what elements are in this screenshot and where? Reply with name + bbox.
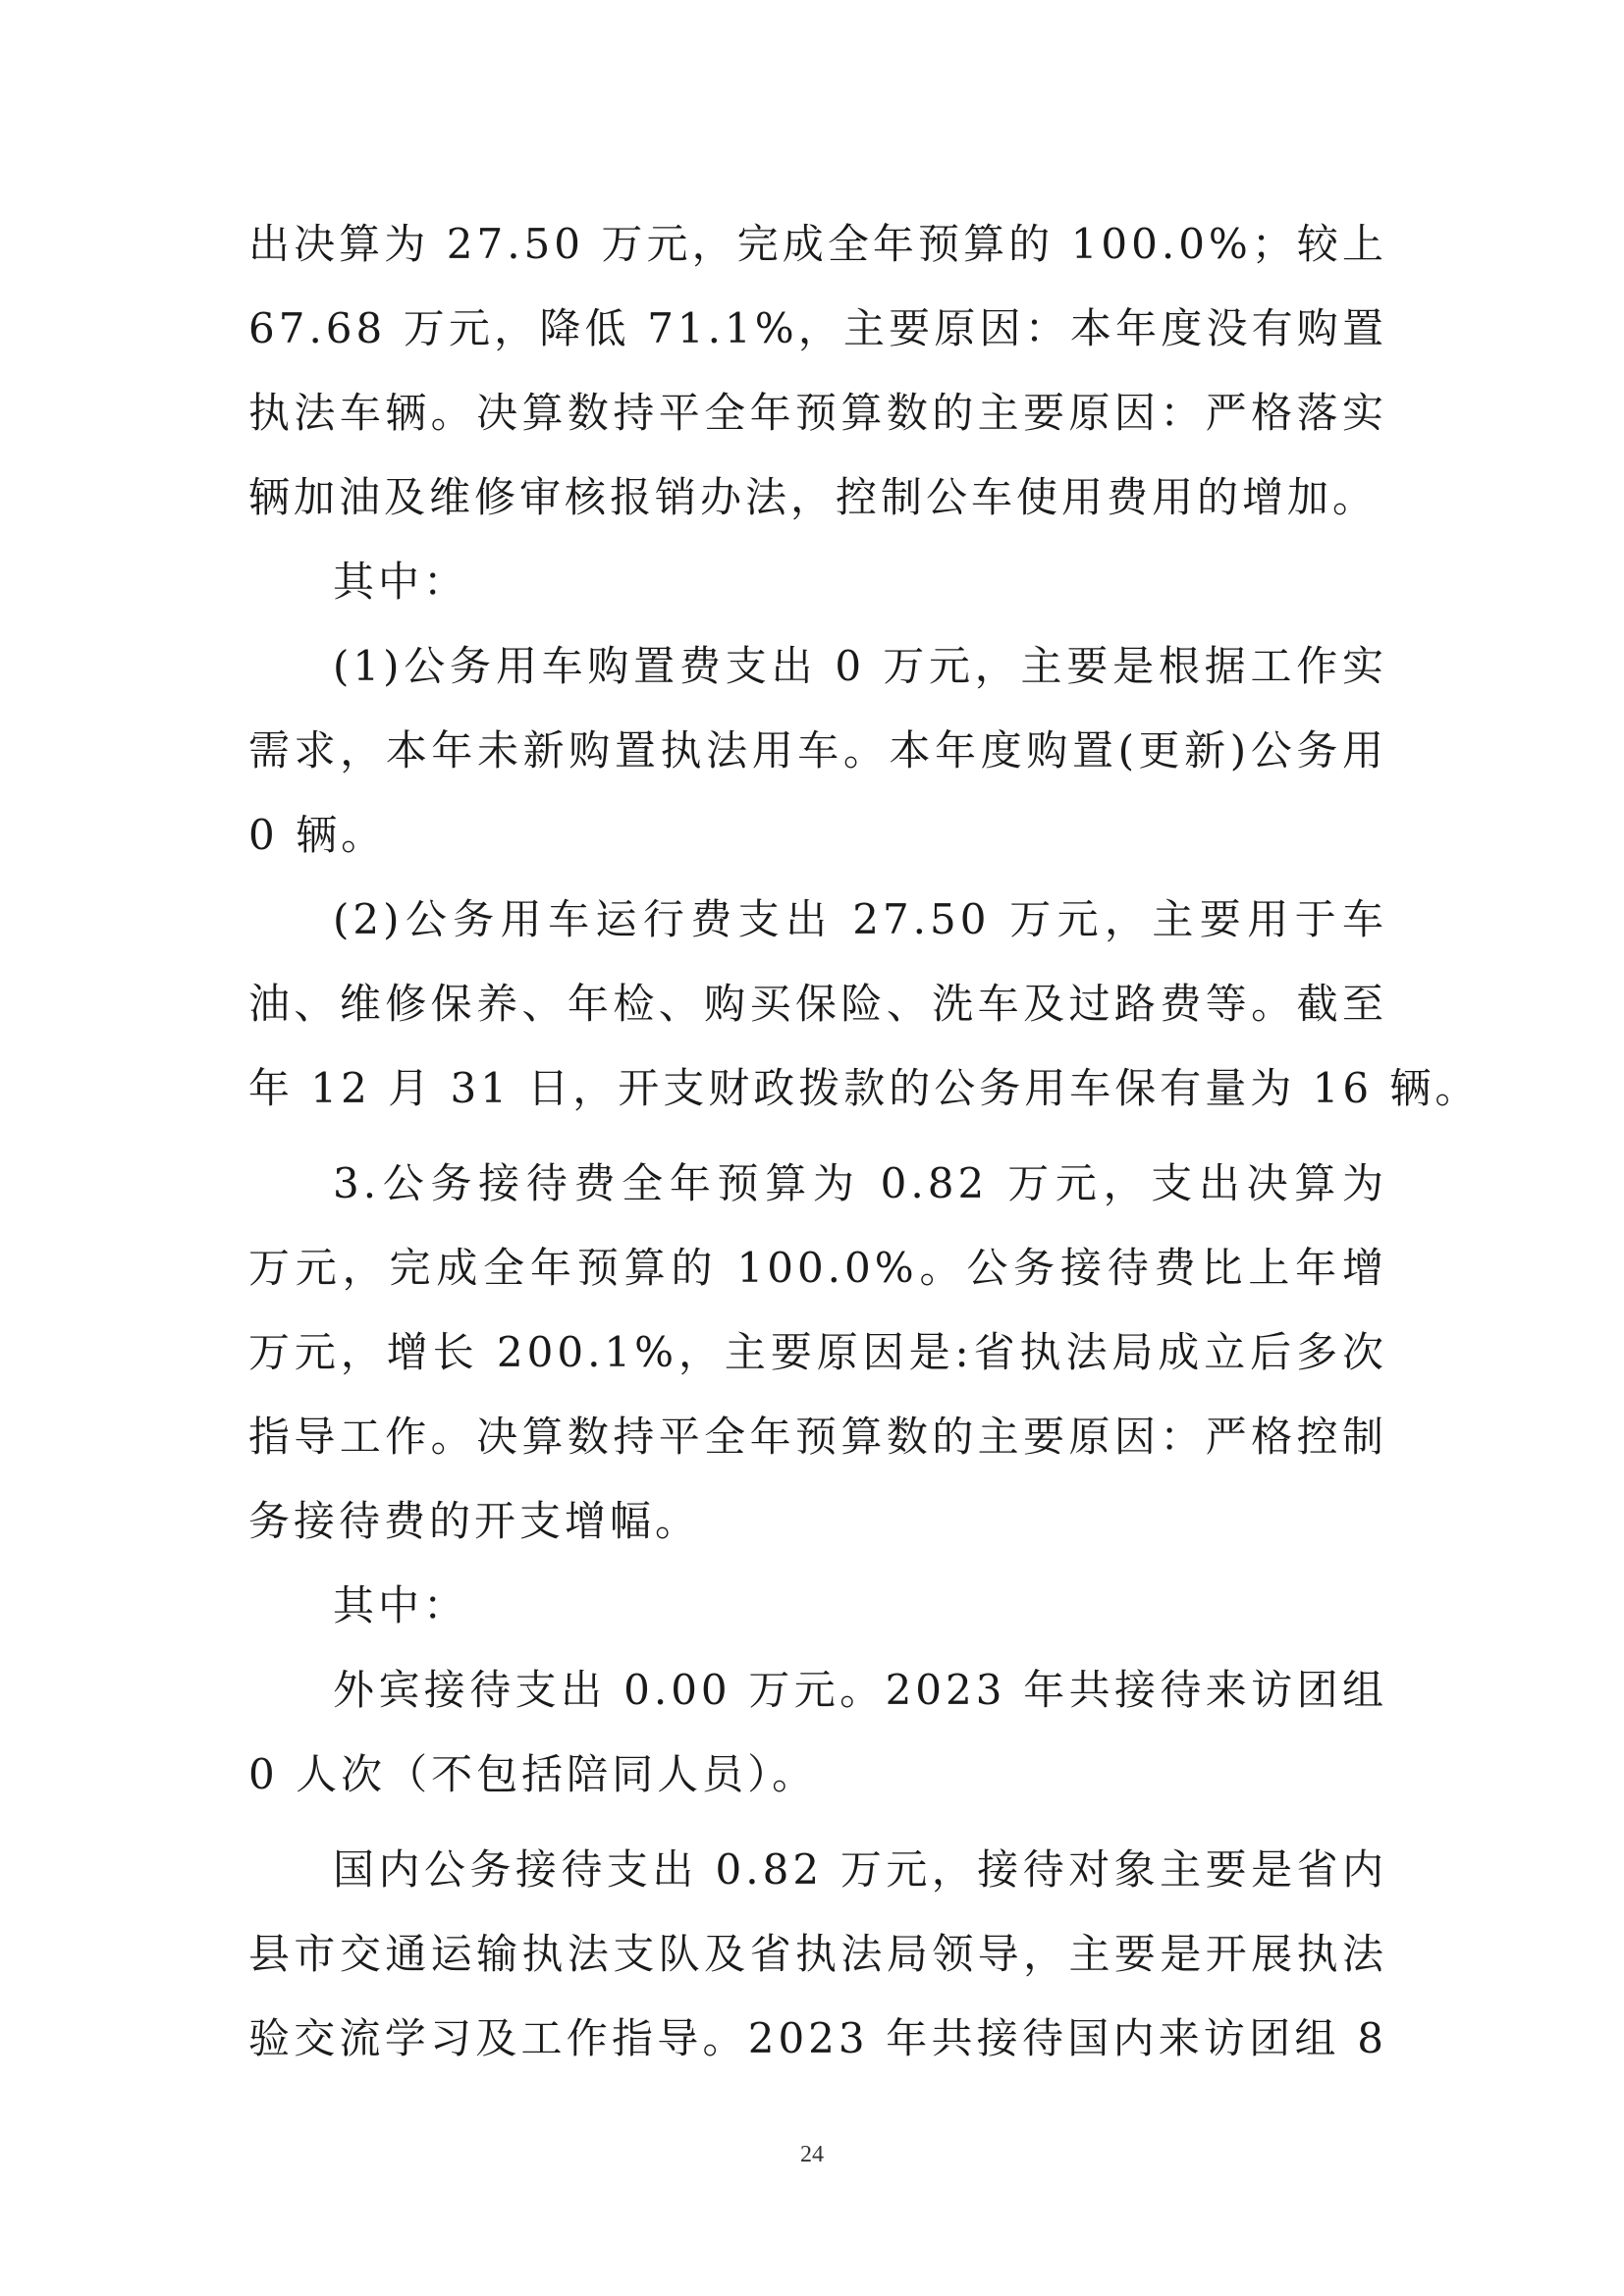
paragraph-line: 辆加油及维修审核报销办法，控制公车使用费用的增加。: [248, 473, 1379, 521]
paragraph-line: (1)公务用车购置费支出 0 万元，主要是根据工作实: [333, 642, 1387, 690]
paragraph-line: 0 人次（不包括陪同人员）。: [248, 1750, 818, 1798]
paragraph-line: 需求，本年未新购置执法用车。本年度购置(更新)公务用: [248, 726, 1387, 774]
paragraph-line: 国内公务接待支出 0.82 万元，接待对象主要是省内: [333, 1845, 1387, 1894]
paragraph-line: 县市交通运输执法支队及省执法局领导，主要是开展执法: [248, 1930, 1387, 1978]
paragraph-line: 指导工作。决算数持平全年预算数的主要原因：严格控制: [248, 1413, 1387, 1461]
section-label: 其中：: [333, 558, 469, 606]
paragraph-line: 验交流学习及工作指导。2023 年共接待国内来访团组 8: [248, 2014, 1387, 2062]
paragraph-line: 油、维修保养、年检、购买保险、洗车及过路费等。截至: [248, 980, 1387, 1028]
paragraph-line: (2)公务用车运行费支出 27.50 万元，主要用于车: [333, 895, 1387, 943]
paragraph-line: 执法车辆。决算数持平全年预算数的主要原因：严格落实: [248, 389, 1387, 437]
paragraph-line: 万元，增长 200.1%，主要原因是:省执法局成立后多次: [248, 1328, 1387, 1376]
paragraph-line: 年 12 月 31 日，开支财政拨款的公务用车保有量为 16 辆。: [248, 1064, 1481, 1112]
paragraph-line: 3.公务接待费全年预算为 0.82 万元，支出决算为: [333, 1159, 1387, 1207]
paragraph-line: 出决算为 27.50 万元，完成全年预算的 100.0%；较上: [248, 220, 1387, 268]
page-number: 24: [800, 2142, 824, 2167]
paragraph-line: 务接待费的开支增幅。: [248, 1497, 701, 1545]
paragraph-line: 万元，完成全年预算的 100.0%。公务接待费比上年增: [248, 1244, 1387, 1292]
paragraph-line: 67.68 万元，降低 71.1%，主要原因：本年度没有购置: [248, 304, 1387, 352]
paragraph-line: 0 辆。: [248, 811, 387, 859]
paragraph-line: 外宾接待支出 0.00 万元。2023 年共接待来访团组: [333, 1666, 1387, 1714]
section-label: 其中：: [333, 1581, 469, 1629]
